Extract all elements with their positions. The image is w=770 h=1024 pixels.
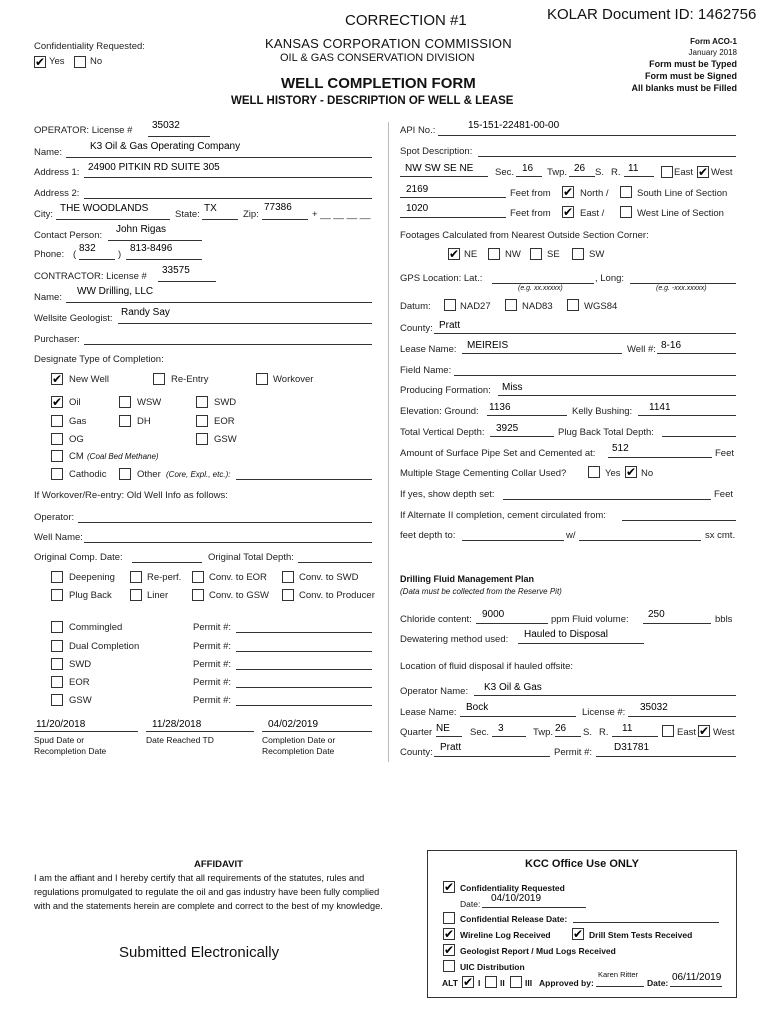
conf-no-label: No	[90, 56, 103, 67]
quarter-label: Quarter	[400, 727, 433, 738]
city-label: City:	[34, 209, 53, 220]
range-east-checkbox[interactable]	[661, 166, 673, 178]
other-checkbox[interactable]	[119, 468, 131, 480]
feet-label-2: Feet	[714, 489, 734, 500]
kcc-alt-i-checkbox[interactable]: ✔	[463, 976, 474, 988]
disposal-license-label: License #:	[582, 707, 626, 718]
alt2-cement-label: If Alternate II completion, cement circulated from:	[400, 510, 606, 521]
permit-label-4: Permit #:	[193, 677, 232, 688]
south-label: South Line of Section	[637, 188, 728, 199]
contractor-name[interactable]: WW Drilling, LLC	[77, 286, 154, 297]
disposal-permit[interactable]: D31781	[614, 742, 650, 753]
chloride-content[interactable]: 9000	[482, 609, 505, 620]
disposal-operator-label: Operator Name:	[400, 686, 469, 697]
township[interactable]: 26	[574, 163, 586, 174]
dewatering-method[interactable]: Hauled to Disposal	[524, 629, 608, 640]
disposal-operator[interactable]: K3 Oil & Gas	[484, 682, 542, 693]
disposal-east-checkbox[interactable]	[662, 725, 674, 737]
west-checkbox[interactable]	[620, 206, 632, 218]
completion-date[interactable]: 04/02/2019	[268, 719, 319, 730]
address1[interactable]: 24900 PITKIN RD SUITE 305	[88, 162, 220, 173]
spot-description[interactable]: NW SW SE NE	[405, 163, 474, 174]
disposal-county-label: County:	[400, 747, 433, 758]
disposal-township[interactable]: 26	[555, 723, 567, 734]
conf-yes-checkbox[interactable]: ✔	[35, 56, 46, 68]
form-title: WELL COMPLETION FORM	[281, 75, 476, 92]
state[interactable]: TX	[204, 203, 217, 214]
commingled-checkbox[interactable]	[51, 621, 63, 633]
confidentiality-label: Confidentiality Requested:	[34, 41, 145, 52]
phone-open-paren: (	[73, 249, 77, 260]
kcc-geologist-checkbox[interactable]: ✔	[444, 944, 455, 956]
oil-checkbox[interactable]: ✔	[52, 396, 63, 408]
feet-ns[interactable]: 2169	[406, 184, 429, 195]
disposal-east-label: East	[677, 727, 697, 738]
kcc-approved-label: Approved by:	[539, 978, 594, 988]
other-label: Other	[137, 469, 161, 480]
state-label: State:	[175, 209, 200, 220]
conv-swd-checkbox[interactable]	[282, 571, 294, 583]
deepening-label: Deepening	[69, 572, 115, 583]
wsw-label: WSW	[137, 397, 162, 408]
reentry-label: Re-Entry	[171, 374, 209, 385]
conf-no-checkbox[interactable]	[74, 56, 86, 68]
west-label: West Line of Section	[637, 208, 724, 219]
gps-lat-label: GPS Location: Lat.:	[400, 273, 483, 284]
quarter[interactable]: NE	[436, 723, 450, 734]
field-name-label: Field Name:	[400, 365, 452, 376]
kolar-document-id: KOLAR Document ID: 1462756	[547, 6, 757, 23]
other-note: (Core, Expl., etc.):	[166, 470, 231, 479]
nad27-label: NAD27	[460, 301, 491, 312]
footages-label: Footages Calculated from Nearest Outside Section Corner:	[400, 230, 649, 241]
corner-ne-label: NE	[464, 249, 478, 260]
cm-checkbox[interactable]	[51, 450, 63, 462]
kcc-conf-checkbox[interactable]: ✔	[444, 881, 455, 893]
disposal-license[interactable]: 35032	[640, 702, 668, 713]
affidavit-line-1: I am the affiant and I hereby certify that all requirements of the statutes, rules and	[34, 873, 365, 883]
gas-checkbox[interactable]	[51, 415, 63, 427]
feet-from-label-2: Feet from	[510, 208, 551, 219]
commission-name: KANSAS CORPORATION COMMISSION	[265, 36, 512, 51]
section[interactable]: 16	[522, 163, 534, 174]
contact-person[interactable]: John Rigas	[116, 224, 167, 235]
twp-label: Twp.	[547, 167, 568, 178]
spud-date-label-2: Recompletion Date	[34, 746, 107, 756]
kcc-release-checkbox[interactable]	[443, 912, 455, 924]
conv-gsw-label: Conv. to GSW	[209, 590, 270, 601]
nad83-label: NAD83	[522, 301, 553, 312]
kcc-geologist-label: Geologist Report / Mud Logs Received	[460, 946, 616, 956]
range-label: R.	[611, 167, 621, 178]
kcc-conf-date[interactable]: 04/10/2019	[491, 893, 542, 904]
lease-name-label: Lease Name:	[400, 344, 457, 355]
kcc-alt-ii-label: II	[500, 978, 505, 988]
td-date-label: Date Reached TD	[146, 735, 214, 745]
eor-checkbox[interactable]	[196, 415, 208, 427]
reperf-label: Re-perf.	[147, 572, 182, 583]
kcc-uic-label: UIC Distribution	[460, 962, 525, 972]
with-label: w/	[566, 530, 576, 541]
dual-completion-checkbox[interactable]	[51, 640, 63, 652]
range-west-checkbox[interactable]: ✔	[698, 166, 709, 178]
phone-close-paren: )	[118, 249, 122, 260]
swd-permit-checkbox[interactable]	[51, 658, 63, 670]
multistage-yes-checkbox[interactable]	[588, 466, 600, 478]
cathodic-checkbox[interactable]	[51, 468, 63, 480]
disposal-lease-label: Lease Name:	[400, 707, 457, 718]
conv-producer-label: Conv. to Producer	[299, 590, 375, 601]
division-name: OIL & GAS CONSERVATION DIVISION	[280, 52, 475, 64]
total-vertical-depth[interactable]: 3925	[496, 423, 519, 434]
gsw-label: GSW	[214, 434, 237, 445]
geologist-label: Wellsite Geologist:	[34, 313, 113, 324]
operator-name-label: Name:	[34, 147, 62, 158]
ppm-fluid-volume-label: ppm Fluid volume:	[551, 614, 629, 625]
permit-label-2: Permit #:	[193, 641, 232, 652]
permit-label-3: Permit #:	[193, 659, 232, 670]
gsw-permit-label: GSW	[69, 695, 92, 706]
disposal-sec-label: Sec.	[470, 727, 490, 738]
contact-label: Contact Person:	[34, 230, 103, 241]
eor-permit-label: EOR	[69, 677, 90, 688]
zip-label: Zip:	[243, 209, 259, 220]
fluid-volume[interactable]: 250	[648, 609, 665, 620]
disposal-range[interactable]: 11	[622, 723, 633, 734]
south-checkbox[interactable]	[620, 186, 632, 198]
completion-date-label-2: Recompletion Date	[262, 746, 335, 756]
corner-nw-checkbox[interactable]	[488, 248, 500, 260]
swd-checkbox[interactable]	[196, 396, 208, 408]
reperf-checkbox[interactable]	[130, 571, 142, 583]
lat-example: (e.g. xx.xxxxx)	[518, 285, 563, 292]
form-date: January 2018	[688, 48, 737, 57]
elevation-label: Elevation: Ground:	[400, 406, 479, 417]
kcc-alt-i-label: I	[478, 978, 481, 988]
form-subtitle: WELL HISTORY - DESCRIPTION OF WELL & LEASE	[231, 95, 514, 107]
eor-label: EOR	[214, 416, 235, 427]
kcc-alt-iii-checkbox[interactable]	[510, 976, 522, 988]
form-id: Form ACO-1	[690, 37, 737, 46]
bbls-label: bbls	[715, 614, 733, 625]
workover-info-label: If Workover/Re-entry: Old Well Info as follows:	[34, 490, 228, 501]
range-west-label: West	[711, 167, 733, 178]
affidavit-title: AFFIDAVIT	[194, 859, 243, 870]
surface-pipe-label: Amount of Surface Pipe Set and Cemented at:	[400, 448, 596, 459]
feet-label-1: Feet	[715, 448, 735, 459]
workover-label: Workover	[273, 374, 314, 385]
tvd-label: Total Vertical Depth:	[400, 427, 485, 438]
deepening-checkbox[interactable]	[51, 571, 63, 583]
address1-label: Address 1:	[34, 167, 80, 178]
operator-name[interactable]: K3 Oil & Gas Operating Company	[90, 141, 241, 152]
disposal-west-label: West	[713, 727, 735, 738]
new-well-checkbox[interactable]: ✔	[52, 373, 63, 385]
conv-eor-checkbox[interactable]	[192, 571, 204, 583]
liner-checkbox[interactable]	[130, 589, 142, 601]
orig-total-depth-label: Original Total Depth:	[208, 552, 294, 563]
disposal-permit-label: Permit #:	[554, 747, 593, 758]
gsw-permit-checkbox[interactable]	[51, 694, 63, 706]
multistage-yes-label: Yes	[605, 468, 621, 479]
spud-date[interactable]: 11/20/2018	[36, 719, 86, 730]
old-wellname-label: Well Name:	[34, 532, 83, 543]
completion-date-label-1: Completion Date or	[262, 735, 336, 745]
county[interactable]: Pratt	[439, 320, 461, 331]
kcc-release-label: Confidential Release Date:	[460, 914, 568, 924]
conv-eor-label: Conv. to EOR	[209, 572, 267, 583]
kcc-approver[interactable]: Karen Ritter	[598, 970, 639, 979]
disposal-lease[interactable]: Bock	[466, 702, 489, 713]
chloride-label: Chloride content:	[400, 614, 472, 625]
conv-gsw-checkbox[interactable]	[192, 589, 204, 601]
address2-label: Address 2:	[34, 188, 80, 199]
feet-ew[interactable]: 1020	[406, 203, 429, 214]
new-well-label: New Well	[69, 374, 109, 385]
kcc-alt-label: ALT	[442, 978, 458, 988]
zip-extension[interactable]: + __ __ __ __	[312, 209, 371, 220]
zip[interactable]: 77386	[264, 202, 292, 213]
disposal-twp-label: Twp.	[533, 727, 554, 738]
phone-label: Phone:	[34, 249, 65, 260]
north-checkbox[interactable]: ✔	[563, 186, 574, 198]
kcc-title: KCC Office Use ONLY	[525, 858, 639, 870]
dfmp-note: (Data must be collected from the Reserve Pit)	[400, 587, 562, 596]
dh-checkbox[interactable]	[119, 415, 131, 427]
datum-label: Datum:	[400, 301, 431, 312]
disposal-west-checkbox[interactable]: ✔	[699, 725, 710, 737]
kcc-wireline-label: Wireline Log Received	[460, 930, 551, 940]
geologist[interactable]: Randy Say	[121, 307, 170, 318]
kcc-uic-checkbox[interactable]	[443, 960, 455, 972]
permit-label-5: Permit #:	[193, 695, 232, 706]
cm-label: CM	[69, 451, 84, 462]
dh-label: DH	[137, 416, 151, 427]
feet-depth-to-label: feet depth to:	[400, 530, 456, 541]
county-label: County:	[400, 323, 433, 334]
kcc-dst-checkbox[interactable]: ✔	[573, 928, 584, 940]
surface-pipe-depth[interactable]: 512	[612, 443, 629, 454]
workover-checkbox[interactable]	[256, 373, 268, 385]
kcc-conf-label: Confidentiality Requested	[460, 883, 565, 893]
kcc-alt-ii-checkbox[interactable]	[485, 976, 497, 988]
disposal-county[interactable]: Pratt	[440, 742, 462, 753]
phone-area[interactable]: 832	[79, 243, 96, 254]
nad27-checkbox[interactable]	[444, 299, 456, 311]
north-label: North /	[580, 188, 609, 199]
conv-producer-checkbox[interactable]	[282, 589, 294, 601]
eor-permit-checkbox[interactable]	[51, 676, 63, 688]
swd-label: SWD	[214, 397, 237, 408]
kcc-date2-label: Date:	[647, 978, 669, 988]
kcc-dst-label: Drill Stem Tests Received	[589, 930, 693, 940]
kelly-bushing-label: Kelly Bushing:	[572, 406, 633, 417]
oil-label: Oil	[69, 397, 81, 408]
disposal-section[interactable]: 3	[498, 723, 504, 734]
kcc-approved-date[interactable]: 06/11/2019	[672, 972, 722, 983]
contractor-license[interactable]: 33575	[162, 265, 190, 276]
plug-back-label: Plug Back	[69, 590, 112, 601]
multistage-label: Multiple Stage Cementing Collar Used?	[400, 468, 567, 479]
twp-s-label: S.	[595, 167, 604, 178]
designate-type-label: Designate Type of Completion:	[34, 354, 164, 365]
city[interactable]: THE WOODLANDS	[60, 203, 149, 214]
corner-se-label: SE	[547, 249, 560, 260]
req-signed: Form must be Signed	[644, 71, 737, 81]
long-example: (e.g. -xxx.xxxxx)	[656, 285, 707, 292]
depth-set-label: If yes, show depth set:	[400, 489, 495, 500]
wgs84-checkbox[interactable]	[567, 299, 579, 311]
producing-formation[interactable]: Miss	[502, 382, 523, 393]
well-number-label: Well #:	[627, 344, 656, 355]
purchaser-label: Purchaser:	[34, 334, 80, 345]
dfmp-title: Drilling Fluid Management Plan	[400, 574, 535, 584]
spud-date-label-1: Spud Date or	[34, 735, 85, 745]
disposal-s-label: S.	[583, 727, 592, 738]
conf-yes-label: Yes	[49, 56, 65, 67]
wgs84-label: WGS84	[584, 301, 618, 312]
east-checkbox[interactable]: ✔	[563, 206, 574, 218]
gsw-checkbox[interactable]	[196, 433, 208, 445]
gas-label: Gas	[69, 416, 87, 427]
ground-elevation[interactable]: 1136	[489, 402, 511, 413]
east-label: East /	[580, 208, 605, 219]
permit-label-1: Permit #:	[193, 622, 232, 633]
corner-se-checkbox[interactable]	[530, 248, 542, 260]
operator-license-label: OPERATOR: License #	[34, 125, 133, 136]
og-checkbox[interactable]	[51, 433, 63, 445]
contractor-license-label: CONTRACTOR: License #	[34, 271, 147, 282]
kelly-bushing[interactable]: 1141	[649, 402, 671, 413]
disposal-r-label: R.	[599, 727, 609, 738]
wsw-checkbox[interactable]	[119, 396, 131, 408]
kcc-alt-iii-label: III	[525, 978, 533, 988]
disposal-location-label: Location of fluid disposal if hauled offsite:	[400, 661, 574, 672]
corner-nw-label: NW	[505, 249, 521, 260]
affidavit-line-2: regulations promulgated to regulate the oil and gas industry have been fully complied	[34, 887, 380, 897]
kcc-date-label: Date:	[460, 899, 481, 909]
conv-swd-label: Conv. to SWD	[299, 572, 359, 583]
commingled-label: Commingled	[69, 622, 123, 633]
operator-license[interactable]: 35032	[152, 120, 180, 131]
range[interactable]: 11	[628, 163, 639, 174]
well-number[interactable]: 8-16	[661, 340, 682, 351]
og-label: OG	[69, 434, 84, 445]
multistage-no-label: No	[641, 468, 654, 479]
nad83-checkbox[interactable]	[505, 299, 517, 311]
api-number[interactable]: 15-151-22481-00-00	[468, 120, 560, 131]
reentry-checkbox[interactable]	[153, 373, 165, 385]
cathodic-label: Cathodic	[69, 469, 107, 480]
lease-name[interactable]: MEIREIS	[467, 340, 509, 351]
orig-comp-date-label: Original Comp. Date:	[34, 552, 123, 563]
kcc-wireline-checkbox[interactable]: ✔	[444, 928, 455, 940]
dewatering-label: Dewatering method used:	[400, 634, 509, 645]
formation-label: Producing Formation:	[400, 385, 491, 396]
range-east-label: East	[674, 167, 694, 178]
dual-completion-label: Dual Completion	[69, 641, 140, 652]
req-filled: All blanks must be Filled	[631, 83, 737, 93]
affidavit-line-3: with and the statements herein are complete and correct to the best of my knowledge.	[34, 901, 383, 911]
td-date[interactable]: 11/28/2018	[152, 719, 202, 730]
liner-label: Liner	[147, 590, 169, 601]
pbtd-label: Plug Back Total Depth:	[558, 427, 654, 438]
swd-permit-label: SWD	[69, 659, 92, 670]
gps-long-label: , Long:	[595, 273, 625, 284]
correction-label: CORRECTION #1	[345, 12, 467, 29]
sec-label: Sec.	[495, 167, 515, 178]
cm-note: (Coal Bed Methane)	[87, 452, 159, 461]
multistage-no-checkbox[interactable]: ✔	[626, 466, 637, 478]
spot-description-label: Spot Description:	[400, 146, 473, 157]
api-label: API No.:	[400, 125, 436, 136]
old-operator-label: Operator:	[34, 512, 75, 523]
corner-sw-label: SW	[589, 249, 605, 260]
phone-number[interactable]: 813-8496	[130, 243, 173, 254]
submitted-electronically: Submitted Electronically	[119, 944, 280, 961]
req-typed: Form must be Typed	[649, 59, 737, 69]
corner-ne-checkbox[interactable]: ✔	[449, 248, 460, 260]
contractor-name-label: Name:	[34, 292, 62, 303]
plug-back-checkbox[interactable]	[51, 589, 63, 601]
corner-sw-checkbox[interactable]	[572, 248, 584, 260]
feet-from-label-1: Feet from	[510, 188, 551, 199]
column-divider	[388, 122, 389, 762]
sx-cmt-label: sx cmt.	[705, 530, 736, 541]
